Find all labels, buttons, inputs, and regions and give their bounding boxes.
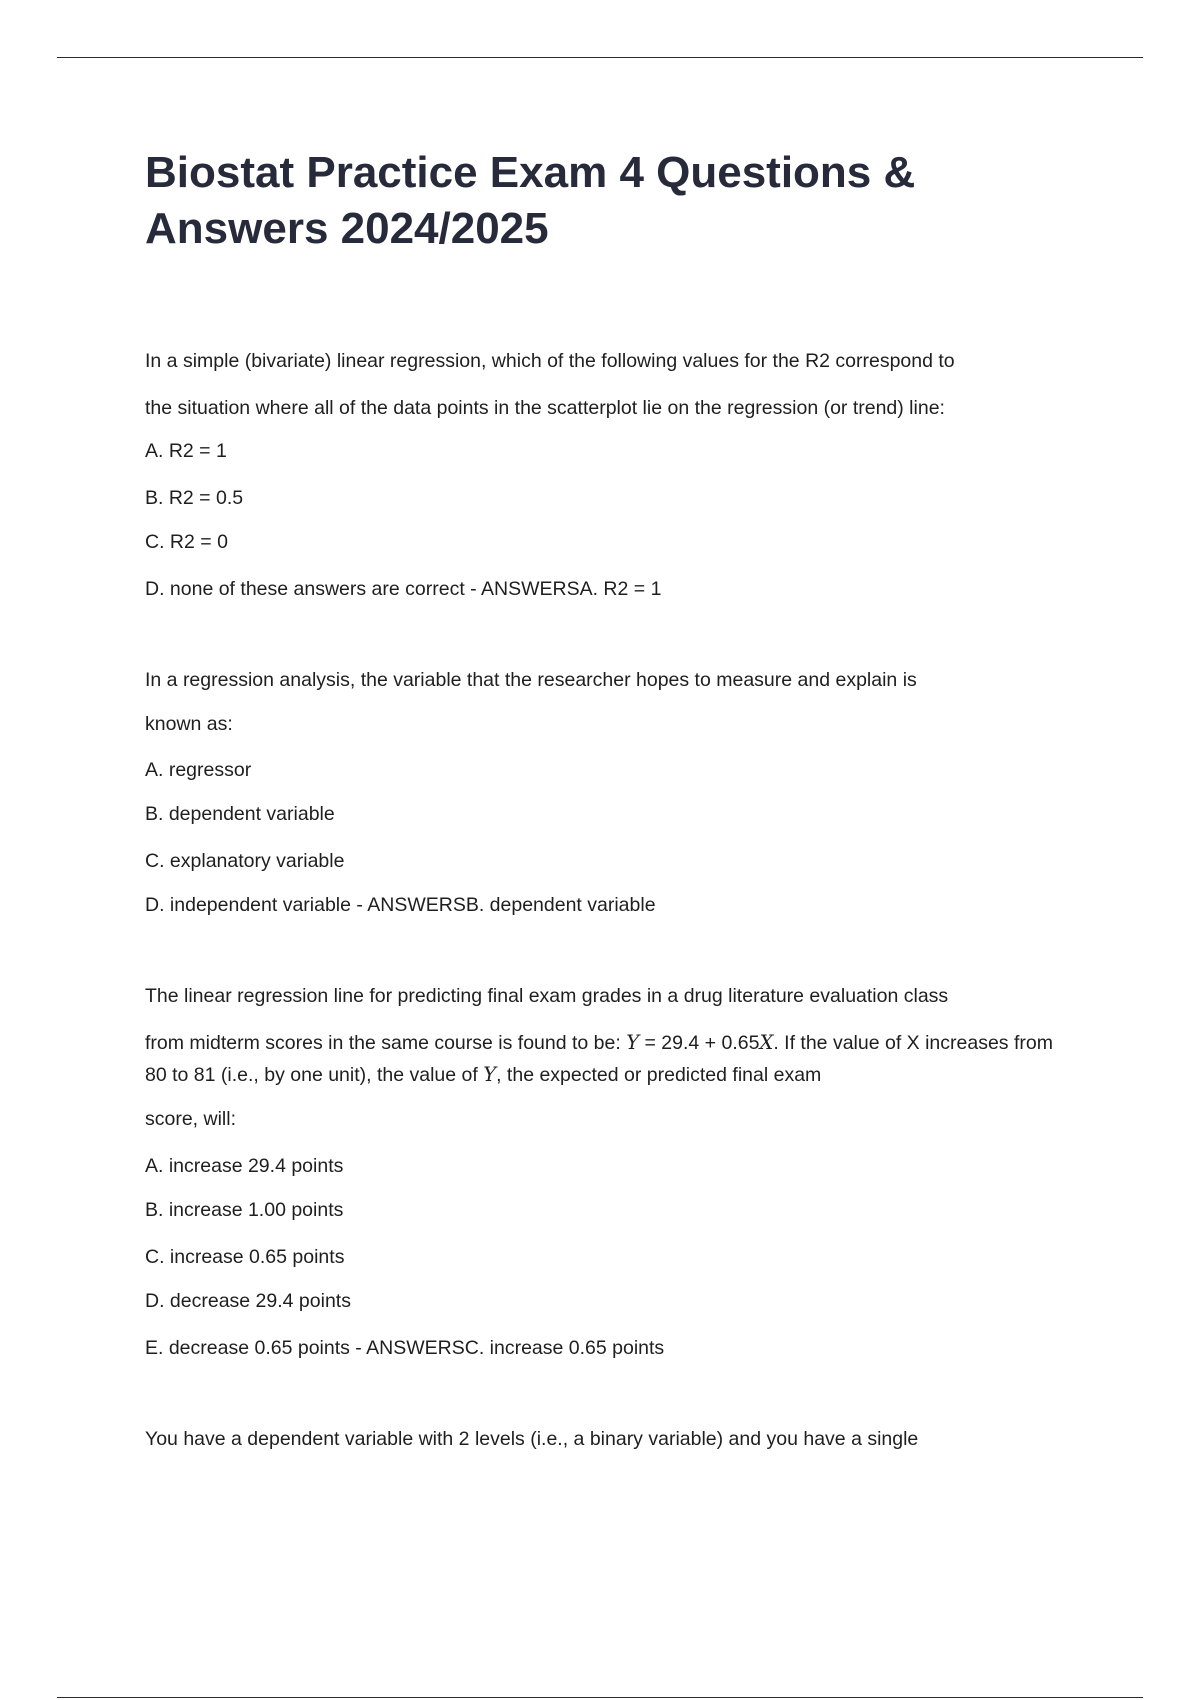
question-2-stem-line-2: known as: — [145, 713, 233, 735]
question-1-option-a: A. R2 = 1 — [145, 440, 227, 462]
question-3-option-e-answer: E. decrease 0.65 points - ANSWERSC. increase 0.65 points — [145, 1337, 665, 1359]
question-3-option-d: D. decrease 29.4 points — [145, 1290, 351, 1312]
question-2-option-a: A. regressor — [145, 759, 252, 781]
question-3-stem-line-2: from midterm scores in the same course is found to be: Y = 29.4 + 0.65X. If the value of X increases from — [145, 1031, 1053, 1054]
page-title: Biostat Practice Exam 4 Questions & Answers 2024/2025 — [145, 148, 916, 253]
question-1-option-c: C. R2 = 0 — [145, 531, 228, 553]
question-1-stem-line-2: the situation where all of the data points in the scatterplot lie on the regression (or trend) line: — [145, 397, 945, 419]
question-2-stem-line-1: In a regression analysis, the variable that the researcher hopes to measure and explain is — [145, 669, 917, 691]
question-3-stem-line-3: 80 to 81 (i.e., by one unit), the value of Y, the expected or predicted final exam — [145, 1063, 822, 1086]
math-variable-x: X — [759, 1031, 774, 1054]
question-1-option-d-answer: D. none of these answers are correct - ANSWERSA. R2 = 1 — [145, 578, 662, 600]
math-variable-y: Y — [626, 1031, 640, 1054]
math-variable-y: Y — [483, 1063, 497, 1086]
question-3-option-b: B. increase 1.00 points — [145, 1199, 344, 1221]
question-2-option-c: C. explanatory variable — [145, 850, 345, 872]
question-3-stem-line-1: The linear regression line for predicting final exam grades in a drug literature evaluation class — [145, 985, 949, 1007]
question-3-stem-line-4: score, will: — [145, 1108, 237, 1130]
question-2-option-d-answer: D. independent variable - ANSWERSB. dependent variable — [145, 894, 656, 916]
question-4-stem-line-1: You have a dependent variable with 2 levels (i.e., a binary variable) and you have a single — [145, 1428, 919, 1450]
header-rule — [57, 57, 1143, 58]
question-1-option-b: B. R2 = 0.5 — [145, 487, 244, 509]
question-2-option-b: B. dependent variable — [145, 803, 335, 825]
question-3-option-c: C. increase 0.65 points — [145, 1246, 345, 1268]
question-3-option-a: A. increase 29.4 points — [145, 1155, 344, 1177]
footer-rule — [57, 1697, 1143, 1698]
question-1-stem-line-1: In a simple (bivariate) linear regression, which of the following values for the R2 correspond to — [145, 350, 955, 372]
